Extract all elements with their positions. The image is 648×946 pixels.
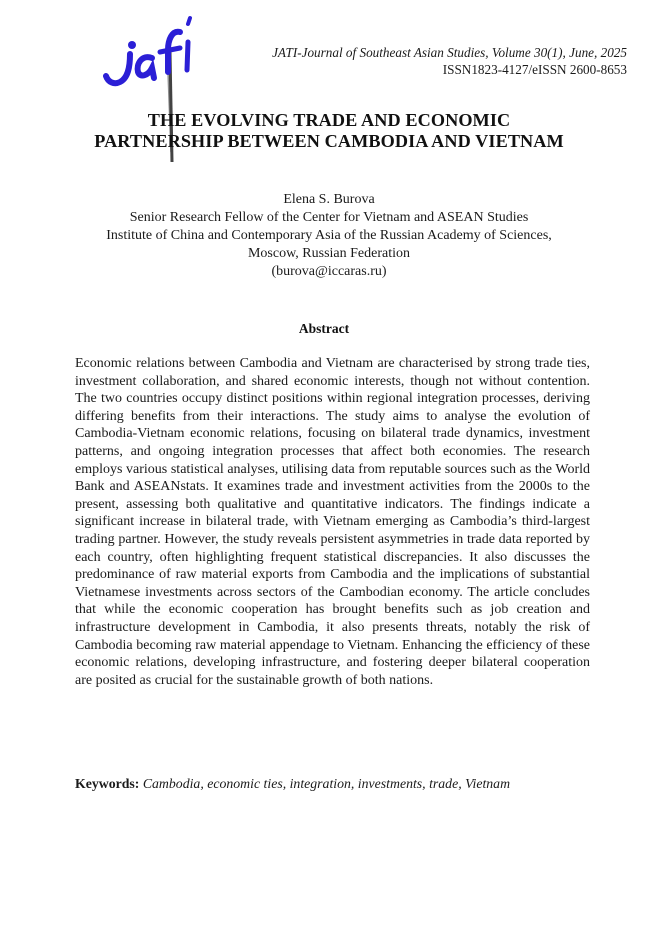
keywords-label: Keywords: [75, 776, 143, 791]
abstract-heading: Abstract [298, 321, 350, 336]
article-title [40, 110, 618, 152]
author-name: Elena S. Burova [283, 192, 375, 207]
author-block [20, 191, 638, 281]
keywords-values: Cambodia, economic ties, integration, investments, trade, Vietnam [142, 776, 511, 791]
keywords [75, 776, 595, 792]
author-email: (burova@iccaras.ru) [271, 264, 387, 279]
author-institute: Institute of China and Contemporary Asia of the Russian Academy of Sciences, [106, 228, 552, 243]
abstract-text: Economic relations between Cambodia and Vietnam are characterised by strong trade ties, investment collaboration, and shared economic interests, though not without contention. The two countries occupy distinct positions within regional integration processes, deriving differing benefits from their interactions. The study aims to analyse the evolution of Cambodia-Vietnam economic relations, focusing on bilateral trade dynamics, investment patterns, and ongoing integration processes that affect both economies. The research employs various statistical analyses, utilising data from reputable sources such as the World Bank and ASEANstats. It examines trade and investment activities from the 2000s to the present, assessing both qualitative and quantitative indicators. The findings indicate a significant increase in bilateral trade, with Vietnam emerging as Cambodia’s third-largest trading partner. However, the study reveals persistent asymmetries in trade data reported by each country, often highlighting frequent statistical discrepancies. It also discusses the predominance of raw material exports from Cambodia and the implications of substantial Vietnamese investments across sectors of the Cambodian economy. The article concludes that while the economic cooperation has brought benefits such as job creation and infrastructure development in Cambodia, it also presents threats, notably the risk of Cambodia becoming raw material appendage to Vietnam. Enhancing the efficiency of these economic relations, developing infrastructure, and fostering deeper bilateral cooperation are posited as crucial for the sustainable growth of both nations. [75, 356, 590, 688]
author-location: Moscow, Russian Federation [247, 246, 411, 261]
title-line-1: THE EVOLVING TRADE AND ECONOMIC [147, 110, 511, 130]
journal-info [272, 44, 627, 78]
journal-citation: JATI-Journal of Southeast Asian Studies, Volume 30(1), June, 2025 [272, 45, 627, 60]
author-position: Senior Research Fellow of the Center for Vietnam and ASEAN Studies [129, 210, 529, 225]
title-line-2: PARTNERSHIP BETWEEN CAMBODIA AND VIETNAM [94, 131, 564, 151]
journal-issn: ISSN1823-4127/eISSN 2600-8653 [442, 62, 627, 77]
